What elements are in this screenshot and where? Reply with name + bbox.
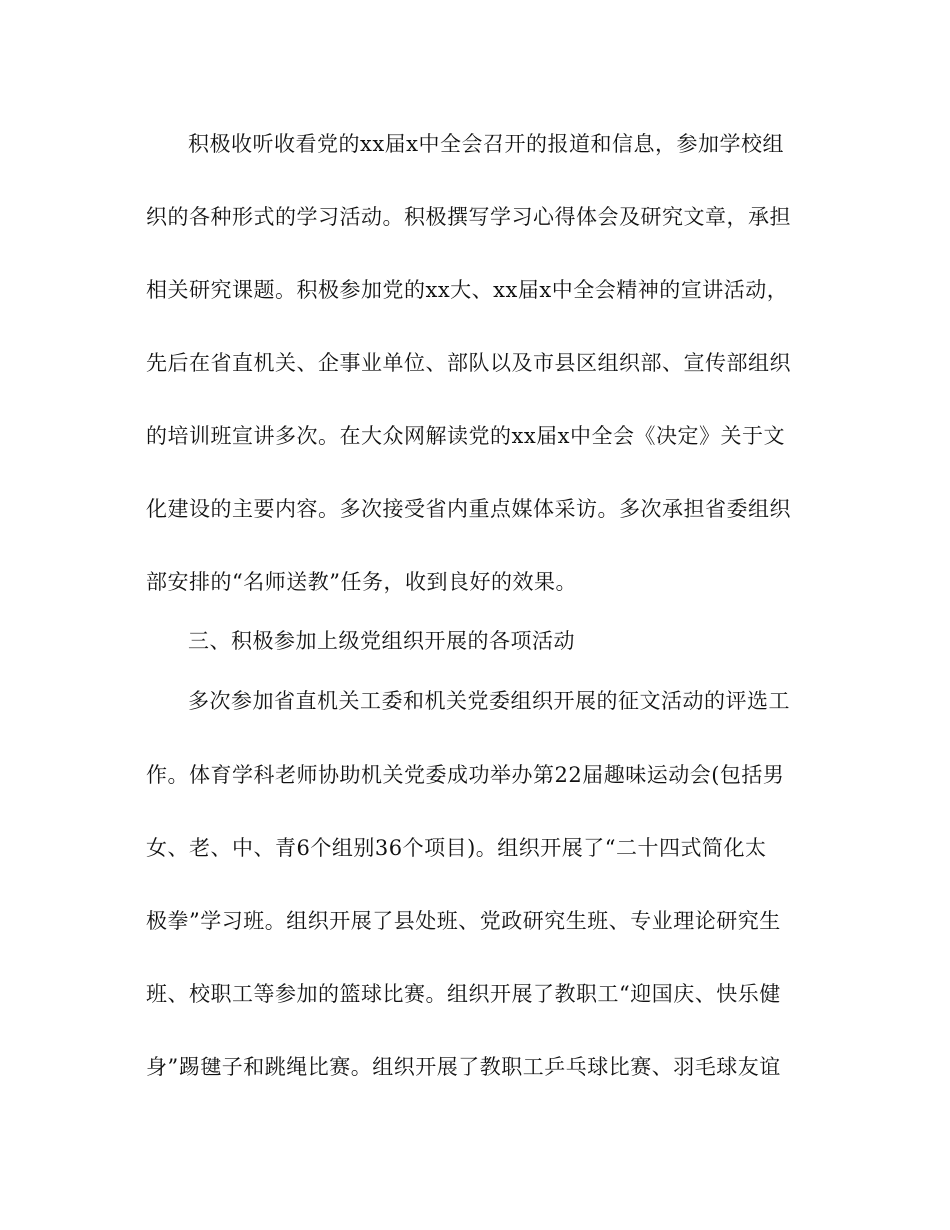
paragraph-line: 多次参加省直机关工委和机关党委组织开展的征文活动的评选工 [188,689,790,713]
paragraph-line: 先后在省直机关、企事业单位、部队以及市县区组织部、宣传部组织 [146,351,791,375]
paragraph-line: 作。体育学科老师协助机关党委成功举办第22届趣味运动会(包括男 [146,763,785,787]
paragraph-line: 积极收听收看党的xx届x中全会召开的报道和信息，参加学校组 [188,132,785,156]
paragraph-line: 化建设的主要内容。多次接受省内重点媒体采访。多次承担省委组织 [146,497,791,521]
paragraph-line: 极拳”学习班。组织开展了县处班、党政研究生班、专业理论研究生 [146,909,781,933]
paragraph-line: 班、校职工等参加的篮球比赛。组织开展了教职工“迎国庆、快乐健 [146,982,781,1006]
paragraph-line: 身”踢毽子和跳绳比赛。组织开展了教职工乒乓球比赛、羽毛球友谊 [146,1055,781,1079]
paragraph-line: 女、老、中、青6个组别36个项目)。组织开展了“二十四式简化太 [146,836,767,860]
paragraph-line: 织的各种形式的学习活动。积极撰写学习心得体会及研究文章，承担 [146,205,791,229]
section-heading: 三、积极参加上级党组织开展的各项活动 [188,629,575,653]
paragraph-line: 部安排的“名师送教”任务，收到良好的效果。 [146,570,577,594]
paragraph-line: 相关研究课题。积极参加党的xx大、xx届x中全会精神的宣讲活动， [146,278,789,302]
paragraph-line: 的培训班宣讲多次。在大众网解读党的xx届x中全会《决定》关于文 [146,424,786,448]
